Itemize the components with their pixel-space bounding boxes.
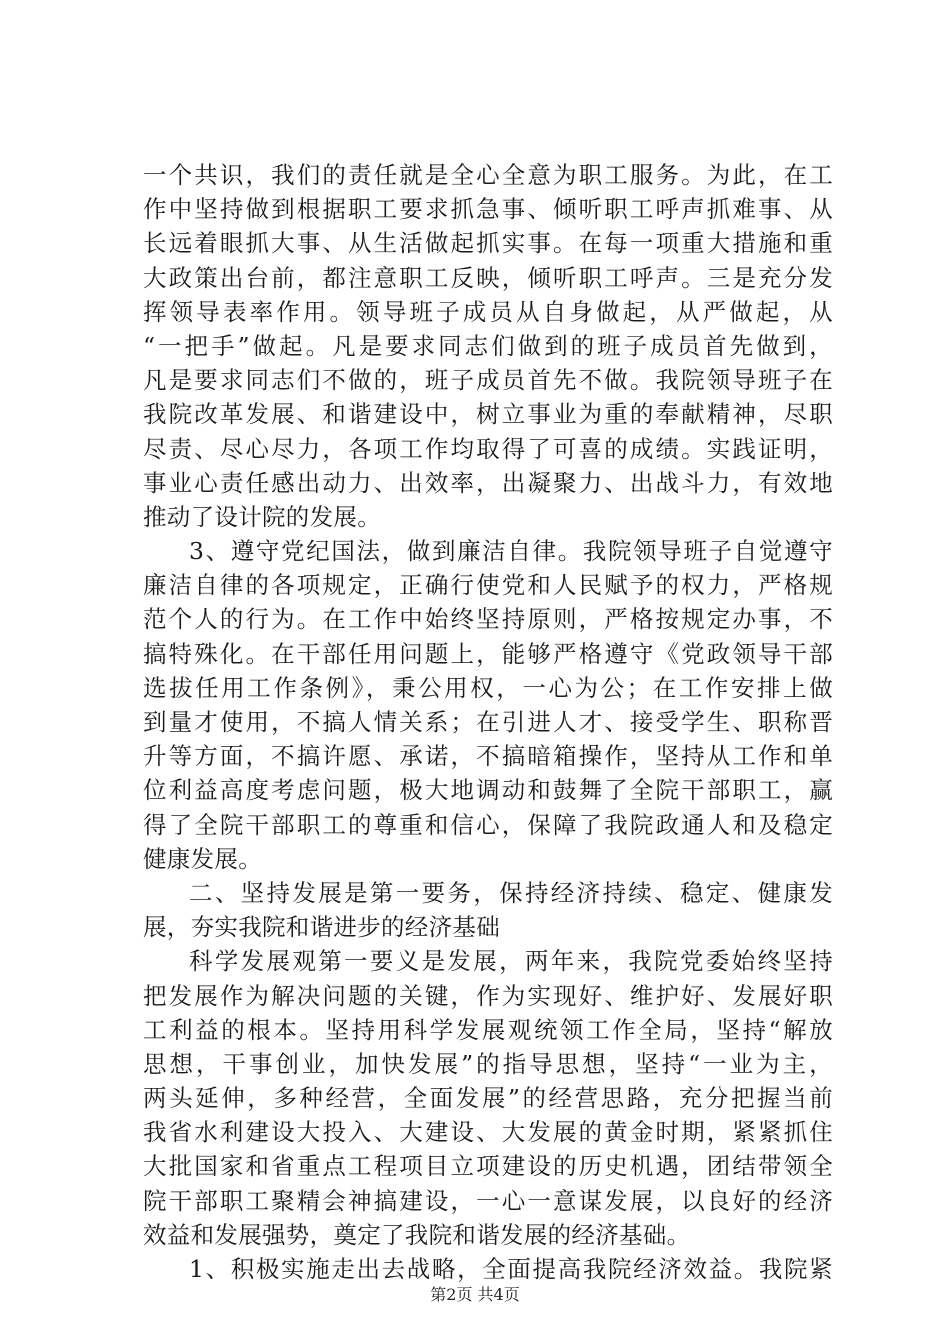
section-heading-line: 展，夯实我院和谐进步的经济基础 (143, 913, 500, 942)
text-line: 廉洁自律的各项规定，正确行使党和人民赋予的权力，严格规 (143, 571, 833, 600)
text-line: 科学发展观第一要义是发展，两年来，我院党委始终坚持 (189, 947, 833, 976)
text-line: 事业心责任感出动力、出效率，出凝聚力、出战斗力，有效地 (143, 468, 833, 497)
text-line: 大政策出台前，都注意职工反映，倾听职工呼声。三是充分发 (143, 263, 833, 292)
text-line: 到量才使用，不搞人情关系；在引进人才、接受学生、职称晋 (143, 708, 833, 736)
text-line: 大批国家和省重点工程项目立项建设的历史机遇，团结带领全 (143, 1152, 833, 1181)
text-line: 得了全院干部职工的尊重和信心，保障了我院政通人和及稳定 (143, 810, 833, 839)
text-line: 3、遵守党纪国法，做到廉洁自律。我院领导班子自觉遵守 (189, 537, 833, 566)
text-line: 搞特殊化。在干部任用问题上，能够严格遵守《党政领导干部 (143, 639, 833, 668)
text-line: 尽责、尽心尽力，各项工作均取得了可喜的成绩。实践证明， (143, 434, 833, 463)
text-line: 健康发展。 (143, 844, 262, 873)
text-line: 推动了设计院的发展。 (143, 502, 381, 531)
text-line: 两头延伸，多种经营，全面发展”的经营思路，充分把握当前 (143, 1084, 833, 1113)
text-line: 升等方面，不搞许愿、承诺，不搞暗箱操作，坚持从工作和单 (143, 742, 833, 771)
text-line: 一个共识，我们的责任就是全心全意为职工服务。为此，在工 (143, 161, 833, 189)
text-line: 我省水利建设大投入、大建设、大发展的黄金时期，紧紧抓住 (143, 1118, 833, 1147)
text-line: 挥领导表率作用。领导班子成员从自身做起，从严做起，从 (143, 297, 833, 326)
text-line: 把发展作为解决问题的关键，作为实现好、维护好、发展好职 (143, 981, 833, 1010)
text-line: 我院改革发展、和谐建设中，树立事业为重的奉献精神，尽职 (143, 400, 833, 429)
text-line: 1、积极实施走出去战略，全面提高我院经济效益。我院紧 (189, 1255, 833, 1283)
text-line: 范个人的行为。在工作中始终坚持原则，严格按规定办事，不 (143, 605, 833, 634)
page-number-footer: 第2页 共4页 (430, 1285, 520, 1304)
section-heading-line: 二、坚持发展是第一要务，保持经济持续、稳定、健康发 (189, 878, 833, 907)
text-line: 工利益的根本。坚持用科学发展观统领工作全局，坚持“解放 (143, 1015, 833, 1044)
text-line: 凡是要求同志们不做的，班子成员首先不做。我院领导班子在 (143, 366, 833, 395)
text-line: “一把手”做起。凡是要求同志们做到的班子成员首先做到， (143, 331, 833, 360)
text-line: 长远着眼抓大事、从生活做起抓实事。在每一项重大措施和重 (143, 229, 833, 258)
text-line: 选拔任用工作条例》，秉公用权，一心为公；在工作安排上做 (143, 673, 833, 702)
text-line: 作中坚持做到根据职工要求抓急事、倾听职工呼声抓难事、从 (143, 195, 833, 224)
text-line: 位利益高度考虑问题，极大地调动和鼓舞了全院干部职工，赢 (143, 776, 833, 805)
document-body (143, 158, 833, 1286)
text-line: 院干部职工聚精会神搞建设，一心一意谋发展，以良好的经济 (143, 1186, 833, 1215)
text-line: 效益和发展强势，奠定了我院和谐发展的经济基础。 (143, 1220, 691, 1249)
text-line: 思想，干事创业，加快发展”的指导思想，坚持“一业为主， (143, 1049, 833, 1078)
